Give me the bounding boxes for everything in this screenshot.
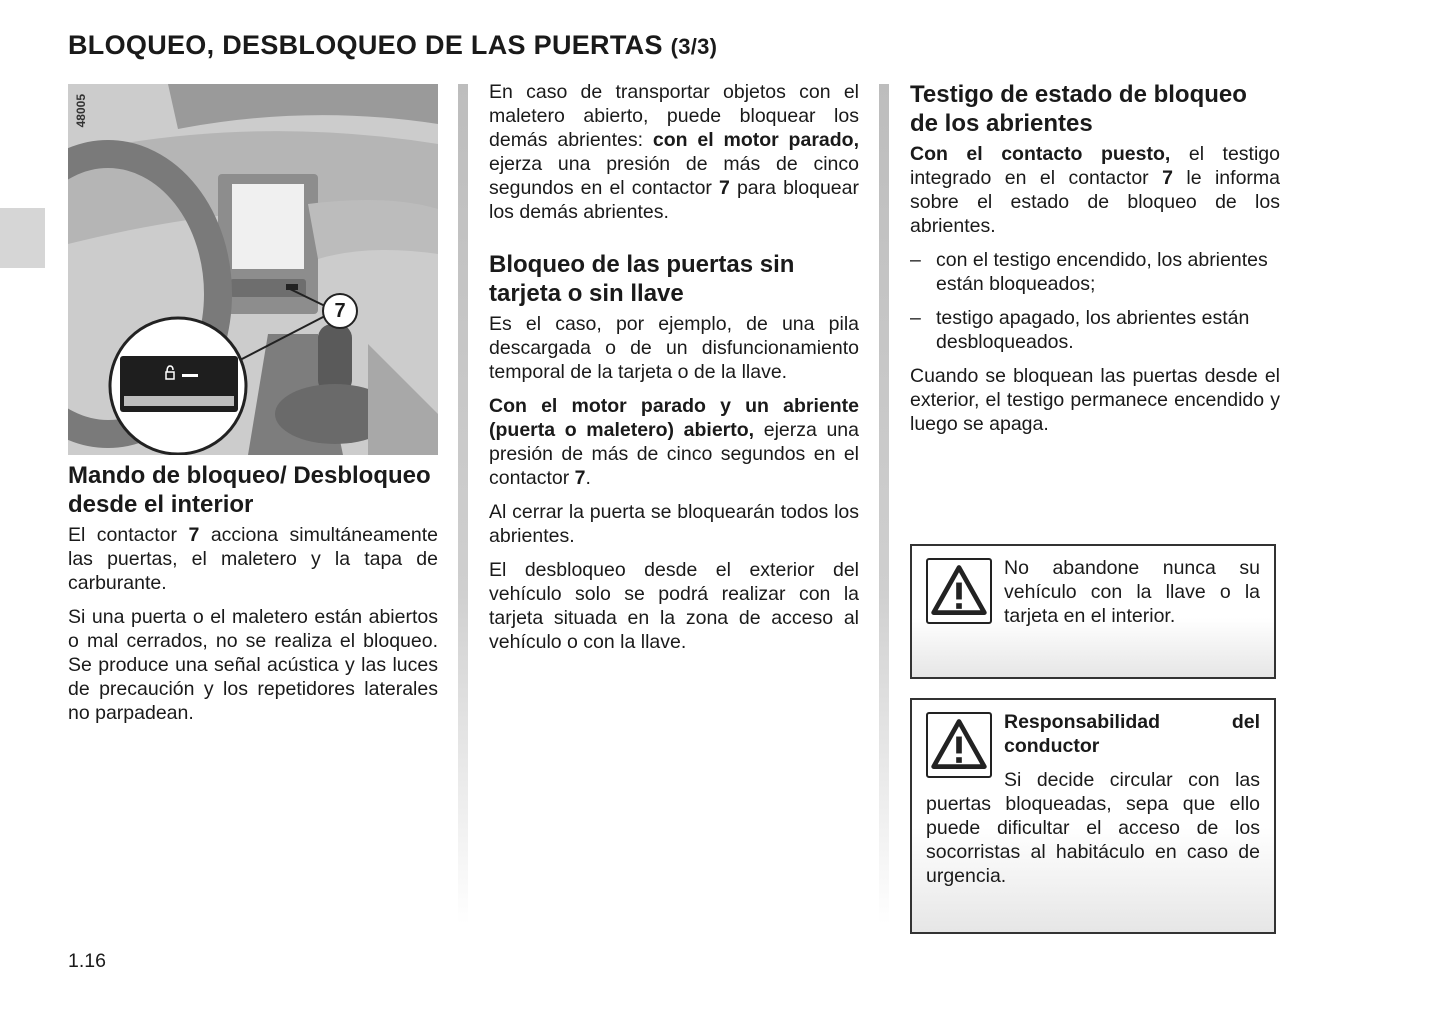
warning-text: No abandone nunca su vehículo con la llave o la tarjeta en el interior. [1004,557,1260,627]
warning-triangle-icon [926,558,992,624]
dashboard-illustration [68,84,438,455]
callout-7: 7 [322,293,358,329]
heading-interior-lock: Mando de bloqueo/ Desbloqueo desde el interior [68,462,431,518]
page-number: 1.16 [68,950,106,972]
paragraph-engine-stopped: Con el motor parado y un abriente (puerta o maletero) abierto, ejerza una presión de más de cinco segundos en el contactor 7. [489,395,859,489]
list-item: – con el testigo encendido, los abrientes están bloqueados; [910,248,1280,296]
figure-reference-code: 48005 [74,94,88,128]
page-title-part: (3/3) [670,34,718,59]
paragraph-open-door: Si una puerta o el maletero están abiertos o mal cerrados, no se realiza el bloqueo. Se produce una señal acústica y las luces de precaución y los repetidores laterales no parpadean. [68,606,438,724]
column-middle [489,80,859,664]
page-title: BLOQUEO, DESBLOQUEO DE LAS PUERTAS (3/3) [68,30,718,60]
column-left [68,84,438,735]
heading-no-card: Bloqueo de las puertas sin tarjeta o sin llave [489,251,795,307]
paragraph-contactor: El contactor 7 acciona simultáneamente las puertas, el maletero y la tapa de carburante. [68,524,439,594]
heading-lock-indicator: Testigo de estado de bloqueo de los abrientes [910,81,1247,137]
indicator-list [910,248,1280,354]
paragraph-ignition: Con el contacto puesto, el testigo integrado en el contactor 7 le informa sobre el estado de bloqueo de los abrientes. [910,143,1280,237]
paragraph-exterior-unlock: El desbloqueo desde el exterior del vehículo solo se podrá realizar con la tarjeta situada en la zona de acceso al vehículo o con la llave. [489,559,859,653]
list-item: – testigo apagado, los abrientes están desbloqueados. [910,306,1280,354]
column-right [910,80,1280,446]
section-tab [0,208,45,268]
paragraph-exterior-lock: Cuando se bloquean las puertas desde el exterior, el testigo permanece encendido y luego se apaga. [910,365,1280,435]
warning-text: Si decide circular con las puertas bloqueadas, sepa que ello puede dificultar el acceso de los socorristas al habitáculo en caso de urgencia. [926,769,1260,887]
paragraph-boot-open: En caso de transportar objetos con el maletero abierto, puede bloquear los demás abrientes: con el motor parado, ejerza una presión de más de cinco segundos en el contactor 7 para bloquear los demás abrientes. [489,81,859,223]
warning-box-key [910,544,1276,679]
paragraph-battery: Es el caso, por ejemplo, de una pila descargada o de un disfuncionamiento temporal de la tarjeta o de la llave. [489,313,859,383]
dashboard-drawing [68,84,438,455]
column-divider [458,84,468,924]
warning-triangle-icon [926,712,992,778]
column-divider [879,84,889,924]
warning-box-responsibility [910,698,1276,934]
paragraph-close-door: Al cerrar la puerta se bloquearán todos los abrientes. [489,501,859,547]
warning-title: Responsabilidad del conductor [1004,711,1260,757]
